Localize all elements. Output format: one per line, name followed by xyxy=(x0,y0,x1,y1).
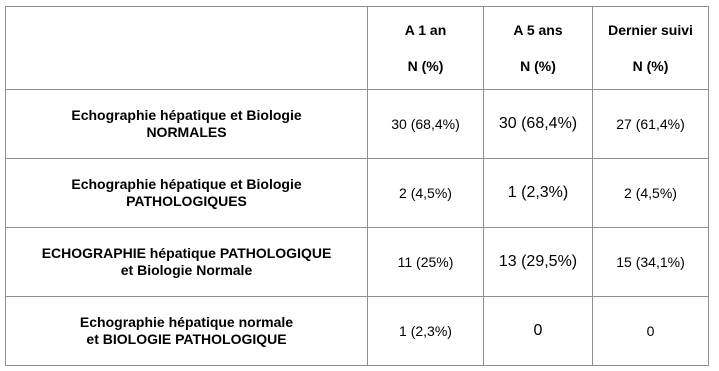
row-label-line: PATHOLOGIQUES xyxy=(126,193,247,209)
value-cell: 30 (68,4%) xyxy=(368,90,484,159)
row-label-line: ECHOGRAPHIE hépatique PATHOLOGIQUE xyxy=(41,245,332,261)
value-cell: 27 (61,4%) xyxy=(593,90,709,159)
row-label xyxy=(6,297,368,366)
table-row xyxy=(6,159,709,228)
table-row xyxy=(6,228,709,297)
value-cell: 30 (68,4%) xyxy=(484,90,593,159)
header-unit: N (%) xyxy=(407,58,444,74)
table-row xyxy=(6,297,709,366)
row-label-line: et BIOLOGIE PATHOLOGIQUE xyxy=(86,331,287,347)
header-title: A 1 an xyxy=(404,22,447,38)
row-label xyxy=(6,159,368,228)
value-cell: 13 (29,5%) xyxy=(484,228,593,297)
row-label-line: Echographie hépatique et Biologie xyxy=(71,176,302,192)
value-cell: 2 (4,5%) xyxy=(368,159,484,228)
value-cell: 11 (25%) xyxy=(368,228,484,297)
header-title: A 5 ans xyxy=(513,22,563,38)
row-label-line: Echographie hépatique normale xyxy=(79,314,294,330)
value-cell: 0 xyxy=(484,297,593,366)
value-cell: 0 xyxy=(593,297,709,366)
results-table xyxy=(5,6,709,366)
header-unit: N (%) xyxy=(632,58,669,74)
table-header-row xyxy=(6,7,709,90)
header-title: Dernier suivi xyxy=(608,22,693,38)
header-unit: N (%) xyxy=(520,58,556,74)
row-label-line: NORMALES xyxy=(146,124,227,140)
row-label xyxy=(6,228,368,297)
value-cell: 1 (2,3%) xyxy=(484,159,593,228)
row-label xyxy=(6,90,368,159)
value-cell: 2 (4,5%) xyxy=(593,159,709,228)
header-last-followup xyxy=(593,7,709,90)
row-label-line: et Biologie Normale xyxy=(120,262,253,278)
value-cell: 15 (34,1%) xyxy=(593,228,709,297)
row-label-line: Echographie hépatique et Biologie xyxy=(71,107,302,123)
table-row xyxy=(6,90,709,159)
header-1-year xyxy=(368,7,484,90)
value-cell: 1 (2,3%) xyxy=(368,297,484,366)
header-5-years xyxy=(484,7,593,90)
header-empty-cell xyxy=(6,7,368,90)
